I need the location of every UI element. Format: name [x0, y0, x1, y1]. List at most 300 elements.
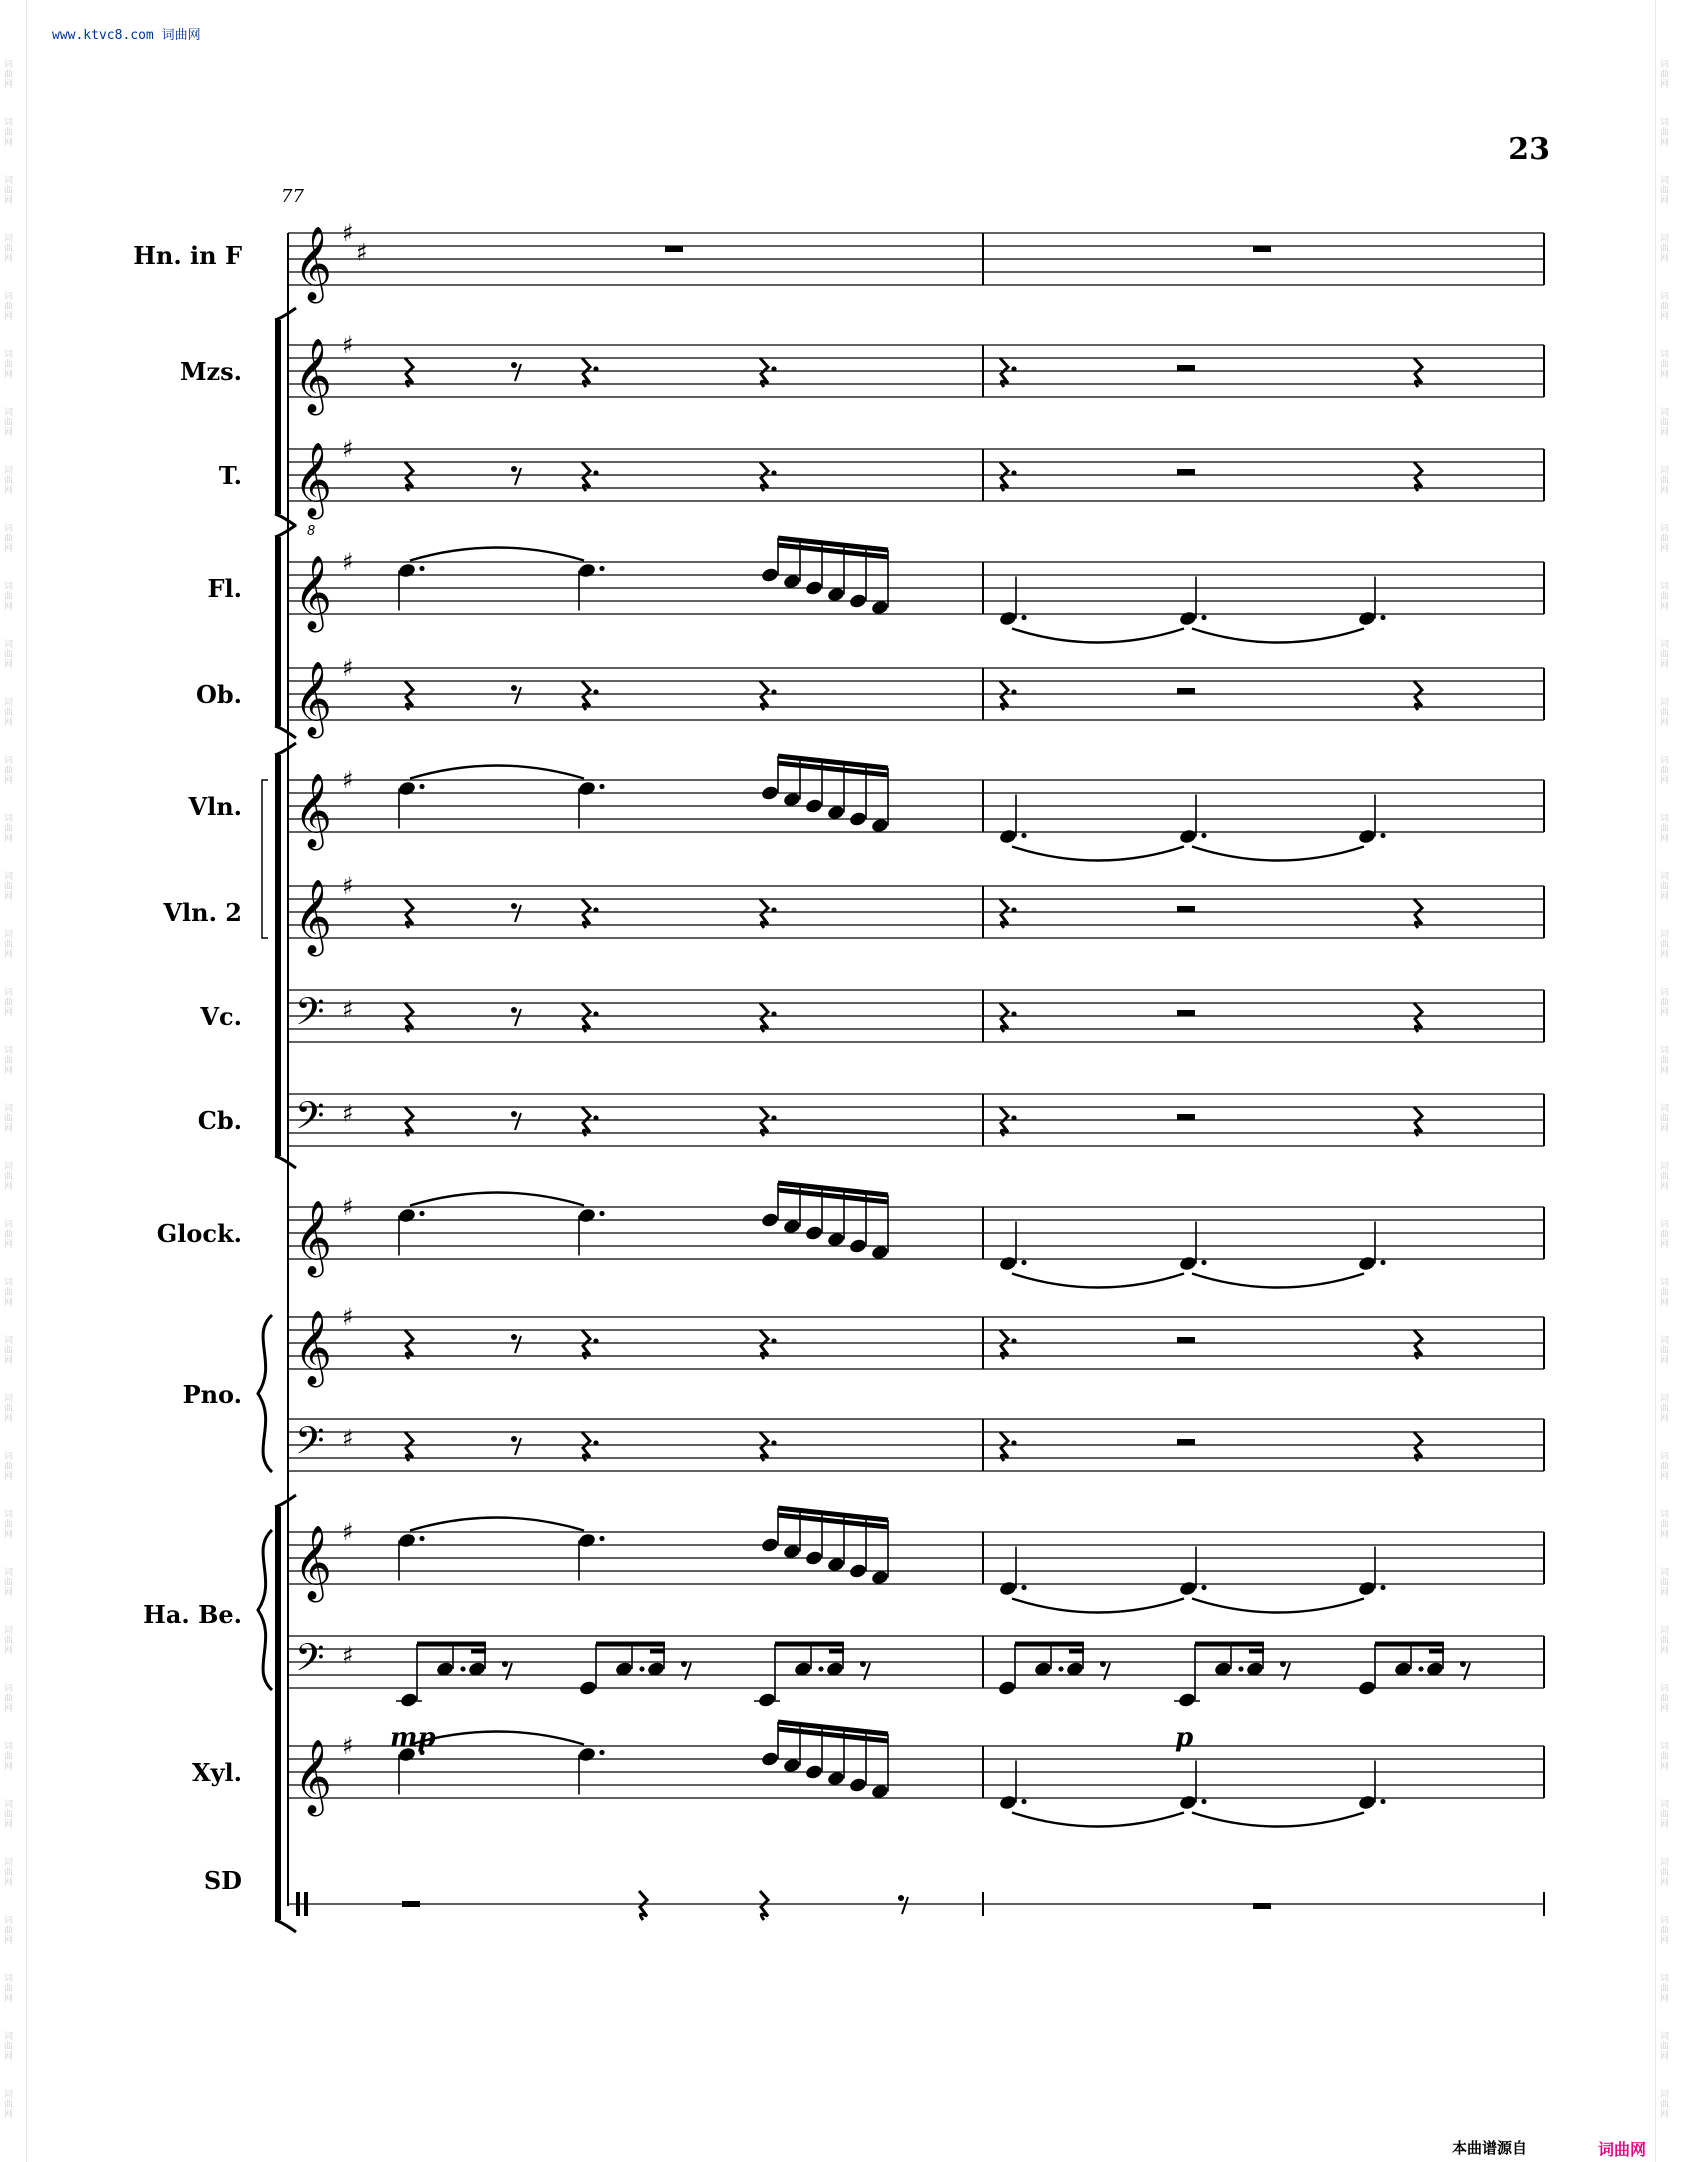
- bass-clef-icon: 𝄢: [295, 1635, 325, 1689]
- quarter-rest: [1000, 899, 1008, 928]
- instrument-label-harp-bells: Ha. Be.: [143, 1600, 242, 1629]
- quarter-rest: [760, 1891, 768, 1920]
- note-head: [804, 1764, 823, 1781]
- watermark-text: 词曲网: [1660, 524, 1670, 554]
- watermark-text: 词曲网: [4, 350, 14, 380]
- tie: [1012, 1274, 1184, 1288]
- note-head: [848, 811, 867, 828]
- half-rest: [1177, 1439, 1195, 1445]
- watermark-text: 词曲网: [1660, 872, 1670, 902]
- quarter-rest: [1000, 358, 1008, 387]
- watermark-text: 词曲网: [1660, 1858, 1670, 1888]
- note-dot: [1238, 1666, 1243, 1671]
- note-head: [848, 593, 867, 610]
- watermark-text: 词曲网: [4, 234, 14, 264]
- note-head: [397, 562, 416, 579]
- note-head: [760, 567, 779, 584]
- quarter-rest: [760, 681, 768, 710]
- rest-dot: [593, 907, 598, 912]
- note-dot: [1380, 1799, 1385, 1804]
- quarter-rest: [1414, 462, 1422, 491]
- watermark-text: 词曲网: [1660, 1336, 1670, 1366]
- sharp-icon: ♯: [342, 872, 354, 900]
- note-head: [760, 785, 779, 802]
- note-head: [1178, 1255, 1197, 1272]
- quarter-rest: [760, 1432, 768, 1461]
- watermark-text: 词曲网: [4, 1742, 14, 1772]
- rest-dot: [1011, 907, 1016, 912]
- rest-dot: [771, 907, 776, 912]
- rest-dot: [771, 366, 776, 371]
- treble-clef-icon: 𝄞: [294, 1526, 332, 1600]
- rest-dot: [1011, 366, 1016, 371]
- note-head: [848, 1563, 867, 1580]
- watermark-text: 词曲网: [1660, 1974, 1670, 2004]
- treble-clef-icon: 𝄞: [294, 556, 332, 630]
- watermark-text: 词曲网: [1660, 1278, 1670, 1308]
- sharp-icon: ♯: [342, 1099, 354, 1128]
- watermark-text: 词曲网: [4, 118, 14, 148]
- note-dot: [599, 1750, 604, 1755]
- note-head: [870, 1244, 889, 1261]
- eighth-rest-flag: [511, 1334, 517, 1340]
- watermark-text: 词曲网: [4, 930, 14, 960]
- note-head: [1357, 1255, 1376, 1272]
- quarter-rest: [405, 1330, 413, 1359]
- note-dot: [1058, 1666, 1063, 1671]
- bass-clef-icon: 𝄢: [295, 1093, 325, 1147]
- note-head: [826, 586, 845, 603]
- note-dot: [1201, 1799, 1206, 1804]
- bracket-vocals-bottom: [275, 514, 296, 526]
- watermark-text: 词曲网: [4, 466, 14, 496]
- sixteenth-rest-flag: [681, 1661, 687, 1667]
- bracket-strings-top: [275, 743, 296, 755]
- eighth-rest-flag: [511, 685, 517, 691]
- note-head: [804, 1550, 823, 1567]
- quarter-rest: [1414, 1003, 1422, 1032]
- instrument-label-snare-drum: SD: [203, 1866, 242, 1895]
- quarter-rest: [582, 1432, 590, 1461]
- note-dot: [639, 1666, 644, 1671]
- note-head: [1357, 1680, 1376, 1697]
- rest-dot: [593, 1011, 598, 1016]
- note-head: [998, 1580, 1017, 1597]
- sharp-icon: ♯: [342, 331, 354, 359]
- watermark-text: 词曲网: [4, 292, 14, 322]
- instrument-label-horn: Hn. in F: [133, 241, 242, 270]
- rest-dot: [771, 1338, 776, 1343]
- tie: [1192, 1274, 1364, 1288]
- quarter-rest: [582, 1107, 590, 1136]
- watermark-text: 词曲网: [1660, 1916, 1670, 1946]
- note-dot: [1021, 615, 1026, 620]
- sharp-icon: ♯: [342, 1303, 354, 1331]
- watermark-text: 词曲网: [4, 2032, 14, 2062]
- quarter-rest: [760, 1330, 768, 1359]
- rest-dot: [593, 1338, 598, 1343]
- instrument-label-oboe: Ob.: [195, 680, 242, 709]
- sharp-icon: ♯: [342, 219, 354, 247]
- watermark-text: 词曲网: [1660, 756, 1670, 786]
- sharp-icon: ♯: [342, 548, 354, 576]
- quarter-rest: [1414, 358, 1422, 387]
- sixteenth-rest-flag: [502, 1661, 508, 1667]
- watermark-text: 词曲网: [1660, 1046, 1670, 1076]
- eighth-rest-flag: [511, 362, 517, 368]
- instrument-label-contrabass: Cb.: [197, 1106, 242, 1135]
- note-dot: [419, 566, 424, 571]
- treble-clef-icon: 𝄞: [294, 339, 332, 413]
- watermark-text: 词曲网: [4, 1278, 14, 1308]
- watermark-text: 词曲网: [4, 1336, 14, 1366]
- quarter-rest: [1414, 1330, 1422, 1359]
- note-head: [826, 1770, 845, 1787]
- watermark-text: 词曲网: [4, 756, 14, 786]
- sharp-icon: ♯: [342, 654, 354, 682]
- watermark-text: 词曲网: [1660, 1684, 1670, 1714]
- whole-rest: [665, 246, 683, 252]
- note-head: [397, 1532, 416, 1549]
- note-dot: [1380, 1260, 1385, 1265]
- quarter-rest: [760, 1003, 768, 1032]
- tie: [1192, 1599, 1364, 1613]
- note-head: [870, 1783, 889, 1800]
- treble-clef-icon: 𝄞: [294, 662, 332, 736]
- note-dot: [1201, 615, 1206, 620]
- eighth-rest-flag: [898, 1895, 904, 1901]
- quarter-rest: [1414, 1107, 1422, 1136]
- rest-dot: [1011, 1011, 1016, 1016]
- note-head: [1177, 1692, 1196, 1709]
- note-dot: [419, 784, 424, 789]
- watermark-text: 词曲网: [4, 408, 14, 438]
- treble-clef-icon: 𝄞: [294, 1201, 332, 1275]
- note-head: [1357, 1794, 1376, 1811]
- note-dot: [599, 784, 604, 789]
- instrument-label-mezzo: Mzs.: [179, 357, 242, 386]
- sixteenth-rest-flag: [1100, 1661, 1106, 1667]
- rest-dot: [771, 1440, 776, 1445]
- percussion-clef-icon: [304, 1892, 308, 1916]
- watermark-text: 词曲网: [4, 1452, 14, 1482]
- tie: [410, 1732, 584, 1745]
- sharp-icon: ♯: [342, 995, 354, 1024]
- watermark-text: 词曲网: [4, 698, 14, 728]
- tie: [410, 766, 584, 779]
- tie: [410, 548, 584, 561]
- note-head: [1357, 610, 1376, 627]
- note-dot: [1380, 1585, 1385, 1590]
- instrument-label-xylophone: Xyl.: [191, 1758, 242, 1787]
- bracket-woodwinds-bottom: [275, 726, 296, 738]
- note-head: [1178, 1794, 1197, 1811]
- watermark-text: 词曲网: [1660, 1800, 1670, 1830]
- watermark-text: 词曲网: [4, 60, 14, 90]
- note-dot: [599, 1211, 604, 1216]
- brace-piano: [258, 1315, 272, 1472]
- tie: [410, 1193, 584, 1206]
- note-head: [998, 1794, 1017, 1811]
- note-head: [997, 1680, 1016, 1697]
- half-rest: [1177, 1114, 1195, 1120]
- watermark-text: 词曲网: [4, 1104, 14, 1134]
- instrument-label-cello: Vc.: [200, 1002, 242, 1031]
- watermark-text: 词曲网: [4, 1916, 14, 1946]
- watermark-text: 词曲网: [1660, 814, 1670, 844]
- quarter-rest: [405, 462, 413, 491]
- treble-clef-icon: 𝄞: [294, 227, 332, 301]
- treble-clef-icon: 𝄞: [294, 1311, 332, 1385]
- watermark-text: 词曲网: [4, 988, 14, 1018]
- note-dot: [599, 566, 604, 571]
- bracket-woodwinds-top: [275, 525, 296, 537]
- note-head: [826, 1556, 845, 1573]
- note-head: [782, 573, 801, 590]
- note-dot: [599, 1536, 604, 1541]
- watermark-text: 词曲网: [1660, 292, 1670, 322]
- watermark-text: 词曲网: [4, 582, 14, 612]
- quarter-rest: [760, 899, 768, 928]
- instrument-label-tenor: T.: [218, 461, 242, 490]
- treble-clef-icon: 𝄞: [294, 1740, 332, 1814]
- rest-dot: [771, 1115, 776, 1120]
- site-link[interactable]: www.ktvc8.com 词曲网: [52, 28, 201, 43]
- note-head: [399, 1692, 418, 1709]
- note-head: [870, 1569, 889, 1586]
- quarter-rest: [582, 1330, 590, 1359]
- note-head: [848, 1238, 867, 1255]
- note-head: [577, 562, 596, 579]
- sharp-icon: ♯: [342, 1732, 354, 1760]
- note-head: [998, 1255, 1017, 1272]
- quarter-rest: [760, 1107, 768, 1136]
- watermark-text: 词曲网: [1660, 1162, 1670, 1192]
- note-head: [760, 1212, 779, 1229]
- note-head: [760, 1537, 779, 1554]
- note-head: [577, 780, 596, 797]
- rest-dot: [593, 470, 598, 475]
- watermark-text: 词曲网: [1660, 930, 1670, 960]
- rest-dot: [1011, 689, 1016, 694]
- eighth-rest-flag: [511, 1436, 517, 1442]
- note-dot: [1380, 615, 1385, 620]
- eighth-rest-flag: [511, 1007, 517, 1013]
- watermark-text: 词曲网: [4, 524, 14, 554]
- note-head: [848, 1777, 867, 1794]
- page-number: 23: [1508, 132, 1550, 167]
- treble-clef-icon: 𝄞: [294, 443, 332, 517]
- quarter-rest: [639, 1891, 647, 1920]
- eighth-rest-flag: [511, 466, 517, 472]
- watermark-text: 词曲网: [4, 1800, 14, 1830]
- tie: [1012, 629, 1184, 643]
- rest-dot: [771, 470, 776, 475]
- half-rest: [1177, 365, 1195, 371]
- note-head: [870, 599, 889, 616]
- note-dot: [818, 1666, 823, 1671]
- tie: [1192, 629, 1364, 643]
- whole-rest: [1253, 1903, 1271, 1909]
- watermark-text: 词曲网: [1660, 582, 1670, 612]
- rest-dot: [1011, 1115, 1016, 1120]
- quarter-rest: [760, 358, 768, 387]
- watermark-text: 词曲网: [1660, 1742, 1670, 1772]
- note-dot: [1021, 1799, 1026, 1804]
- note-head: [397, 1207, 416, 1224]
- bracket-percussion-bottom: [275, 1920, 296, 1932]
- sharp-icon: ♯: [342, 1193, 354, 1221]
- quarter-rest: [582, 358, 590, 387]
- instrument-label-piano: Pno.: [182, 1380, 242, 1409]
- note-dot: [1201, 1260, 1206, 1265]
- quarter-rest: [1414, 899, 1422, 928]
- eighth-rest-flag: [511, 903, 517, 909]
- note-head: [578, 1680, 597, 1697]
- note-dot: [419, 1536, 424, 1541]
- watermark-text: 词曲网: [1660, 698, 1670, 728]
- instrument-label-flute: Fl.: [207, 574, 242, 603]
- watermark-text: 词曲网: [1660, 118, 1670, 148]
- note-dot: [1021, 1585, 1026, 1590]
- watermark-text: 词曲网: [1660, 1510, 1670, 1540]
- quarter-rest: [405, 681, 413, 710]
- rest-dot: [1011, 1338, 1016, 1343]
- instrument-label-violin-1: Vln.: [188, 792, 242, 821]
- quarter-rest: [405, 899, 413, 928]
- bracket-vocals-top: [275, 308, 296, 320]
- note-head: [577, 1207, 596, 1224]
- instrument-label-glockenspiel: Glock.: [156, 1219, 242, 1248]
- watermark-text: 词曲网: [1660, 1626, 1670, 1656]
- sixteenth-rest-flag: [1280, 1661, 1286, 1667]
- note-dot: [1021, 1260, 1026, 1265]
- watermark-text: 词曲网: [1660, 408, 1670, 438]
- note-dot: [1201, 1585, 1206, 1590]
- note-head: [782, 1757, 801, 1774]
- watermark-text: 词曲网: [1660, 466, 1670, 496]
- quarter-rest: [760, 462, 768, 491]
- watermark-text: 词曲网: [4, 1858, 14, 1888]
- watermark-text: 词曲网: [4, 814, 14, 844]
- dynamic-p: p: [1175, 1723, 1194, 1753]
- measure-number: 77: [281, 186, 304, 207]
- watermark-text: 词曲网: [1660, 640, 1670, 670]
- sharp-icon: ♯: [342, 1424, 354, 1453]
- note-head: [804, 1225, 823, 1242]
- tie: [1012, 847, 1184, 861]
- quarter-rest: [582, 899, 590, 928]
- percussion-clef-icon: [296, 1892, 300, 1916]
- quarter-rest: [405, 1003, 413, 1032]
- tie: [410, 1518, 584, 1531]
- note-head: [782, 791, 801, 808]
- watermark-text: 词曲网: [4, 640, 14, 670]
- watermark-text: 词曲网: [1660, 350, 1670, 380]
- watermark-text: 词曲网: [1660, 988, 1670, 1018]
- watermark-text: 词曲网: [4, 872, 14, 902]
- quarter-rest: [1414, 681, 1422, 710]
- watermark-text: 词曲网: [4, 1684, 14, 1714]
- note-dot: [460, 1666, 465, 1671]
- note-dot: [1021, 833, 1026, 838]
- half-rest: [1177, 1337, 1195, 1343]
- bass-clef-icon: 𝄢: [295, 989, 325, 1043]
- note-head: [1178, 610, 1197, 627]
- watermark-text: 词曲网: [1660, 2032, 1670, 2062]
- quarter-rest: [1000, 681, 1008, 710]
- quarter-rest: [1414, 1432, 1422, 1461]
- watermark-text: 词曲网: [4, 1394, 14, 1424]
- note-head: [870, 817, 889, 834]
- bass-clef-icon: 𝄢: [295, 1418, 325, 1472]
- sharp-icon: ♯: [342, 766, 354, 794]
- watermark-text: 词曲网: [1660, 1452, 1670, 1482]
- note-head: [804, 580, 823, 597]
- bracket-percussion-top: [275, 1495, 296, 1507]
- watermark-text: 词曲网: [4, 176, 14, 206]
- note-head: [760, 1751, 779, 1768]
- note-head: [1178, 1580, 1197, 1597]
- quarter-rest: [405, 358, 413, 387]
- half-rest: [1177, 688, 1195, 694]
- sharp-icon: ♯: [342, 1641, 354, 1670]
- rest-dot: [1011, 1440, 1016, 1445]
- watermark-text: 词曲网: [1660, 1568, 1670, 1598]
- treble-clef-icon: 𝄞: [294, 880, 332, 954]
- sharp-icon: ♯: [356, 238, 368, 267]
- half-rest: [1177, 906, 1195, 912]
- brace-harp-bells: [258, 1530, 272, 1690]
- note-head: [1357, 1580, 1376, 1597]
- tie: [1012, 1813, 1184, 1827]
- tie: [1192, 847, 1364, 861]
- watermark-text: 词曲网: [4, 1162, 14, 1192]
- note-head: [577, 1746, 596, 1763]
- eighth-rest-flag: [511, 1111, 517, 1117]
- note-head: [1178, 828, 1197, 845]
- quarter-rest: [1000, 1107, 1008, 1136]
- rest-dot: [771, 1011, 776, 1016]
- footer-brand-link[interactable]: 词曲网: [1598, 2140, 1647, 2159]
- note-dot: [1380, 833, 1385, 838]
- rest-dot: [593, 366, 598, 371]
- note-head: [826, 1231, 845, 1248]
- watermark-text: 词曲网: [4, 1220, 14, 1250]
- octave-marker: 8: [307, 524, 316, 539]
- quarter-rest: [1000, 1432, 1008, 1461]
- violin-subbracket: [262, 780, 268, 938]
- bracket-strings-bottom: [275, 1156, 296, 1168]
- watermark-text: 词曲网: [4, 1568, 14, 1598]
- treble-clef-icon: 𝄞: [294, 774, 332, 848]
- sixteenth-rest-flag: [860, 1661, 866, 1667]
- note-head: [397, 780, 416, 797]
- instrument-label-violin-2: Vln. 2: [163, 898, 242, 927]
- note-head: [757, 1692, 776, 1709]
- watermark-text: 词曲网: [4, 1974, 14, 2004]
- note-head: [826, 804, 845, 821]
- note-head: [1357, 828, 1376, 845]
- rest-dot: [593, 1115, 598, 1120]
- note-head: [804, 798, 823, 815]
- quarter-rest: [405, 1107, 413, 1136]
- tie: [1012, 1599, 1184, 1613]
- sharp-icon: ♯: [342, 1518, 354, 1546]
- note-head: [998, 828, 1017, 845]
- watermark-text: 词曲网: [4, 1510, 14, 1540]
- half-rest: [1177, 469, 1195, 475]
